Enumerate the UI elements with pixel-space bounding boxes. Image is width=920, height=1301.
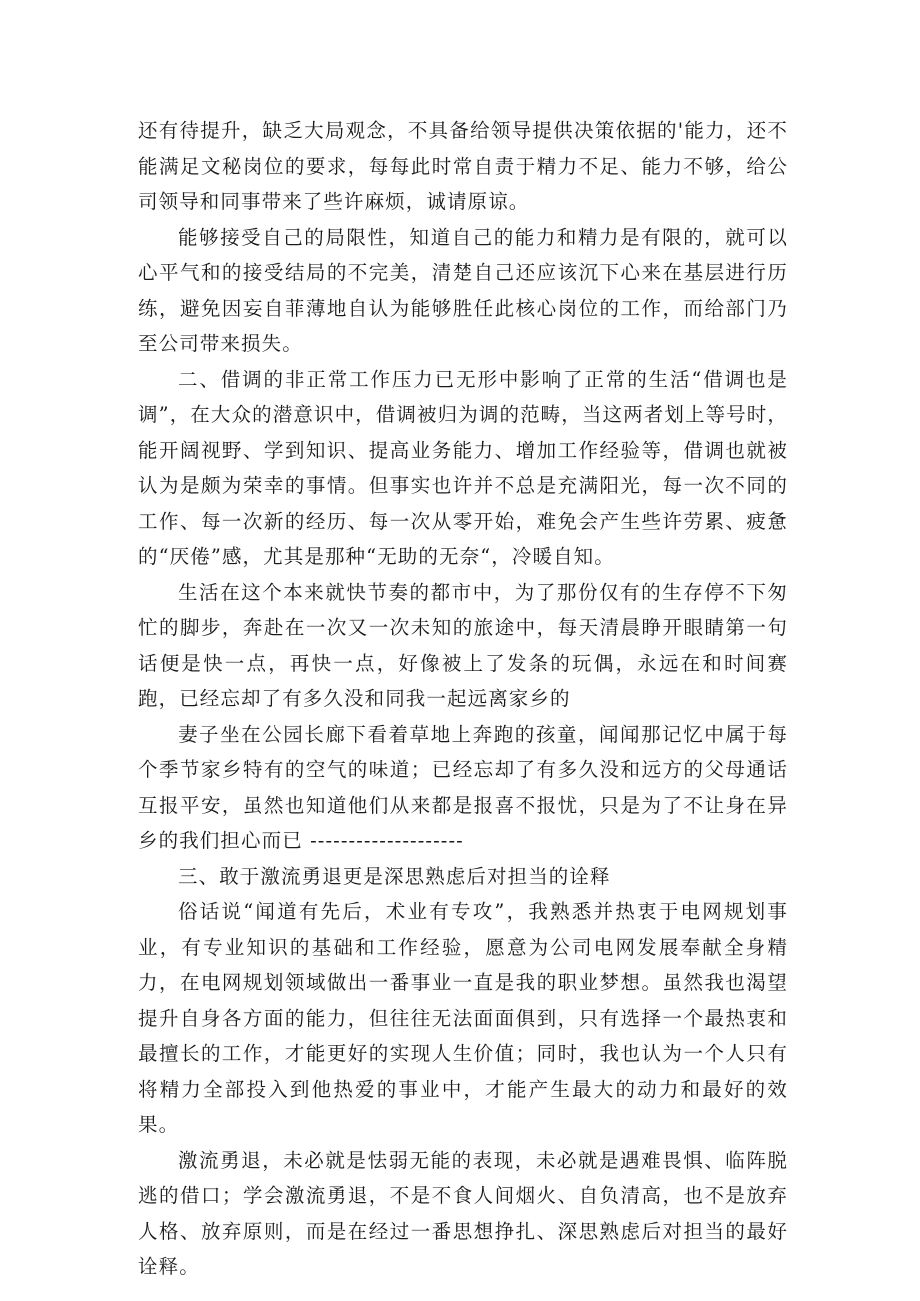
paragraph-7: 激流勇退，未必就是怯弱无能的表现，未必就是遇难畏惧、临阵脱逃的借口；学会激流勇退，不是不食人间烟火、自负清高，也不是放弃人格、放弃原则，而是在经过一番思想挣扎、深思熟虑后对担当的最好诠释。 — [138, 1148, 788, 1278]
paragraph-4: 生活在这个本来就快节奏的都市中，为了那份仅有的生存停不下匆忙的脚步，奔赴在一次又一次未知的旅途中，每天清晨睁开眼睛第一句话便是快一点，再快一点，好像被上了发条的玩偶，永远在和时间赛跑，已经忘却了有多久没和同我一起远离家乡的 — [138, 580, 788, 710]
paragraph-6: 俗话说“闻道有先后，术业有专攻”，我熟悉并热衷于电网规划事业，有专业知识的基础和工作经验，愿意为公司电网发展奉献全身精力，在电网规划领域做出一番事业一直是我的职业梦想。虽然我也渴望提升自身各方面的能力，但往往无法面面俱到，只有选择一个最热衷和最擅长的工作，才能更好的实现人生价值；同时，我也认为一个人只有将精力全部投入到他热爱的事业中，才能产生最大的动力和最好的效果。 — [138, 900, 788, 1136]
paragraph-1: 还有待提升，缺乏大局观念，不具备给领导提供决策依据的'能力，还不能满足文秘岗位的要求，每每此时常自责于精力不足、能力不够，给公司领导和同事带来了些许麻烦，诚请原谅。 — [138, 119, 788, 213]
paragraph-3: 二、借调的非正常工作压力已无形中影响了正常的生活“借调也是调”，在大众的潜意识中，借调被归为调的范畴，当这两者划上等号时，能开阔视野、学到知识、提高业务能力、增加工作经验等，借调也就被认为是颇为荣幸的事情。但事实也许并不总是充满阳光，每一次不同的工作、每一次新的经历、每一次从零开始，难免会产生些许劳累、疲惫的“厌倦”感，尤其是那种“无助的无奈“，冷暖自知。 — [138, 367, 788, 568]
paragraph-2: 能够接受自己的局限性，知道自己的能力和精力是有限的，就可以心平气和的接受结局的不完美，清楚自己还应该沉下心来在基层进行历练，避免因妄自菲薄地自认为能够胜任此核心岗位的工作，而给部门乃至公司带来损失。 — [138, 225, 788, 355]
section-heading-3: 三、敢于激流勇退更是深思熟虑后对担当的诠释 — [178, 864, 611, 888]
paragraph-5: 妻子坐在公园长廊下看着草地上奔跑的孩童，闻闻那记忆中属于每个季节家乡特有的空气的味道；已经忘却了有多久没和远方的父母通话互报平安，虽然也知道他们从来都是报喜不报忧，只是为了不让身在异乡的我们担心而已 -------------------- — [138, 722, 788, 852]
document-body — [138, 113, 788, 1285]
